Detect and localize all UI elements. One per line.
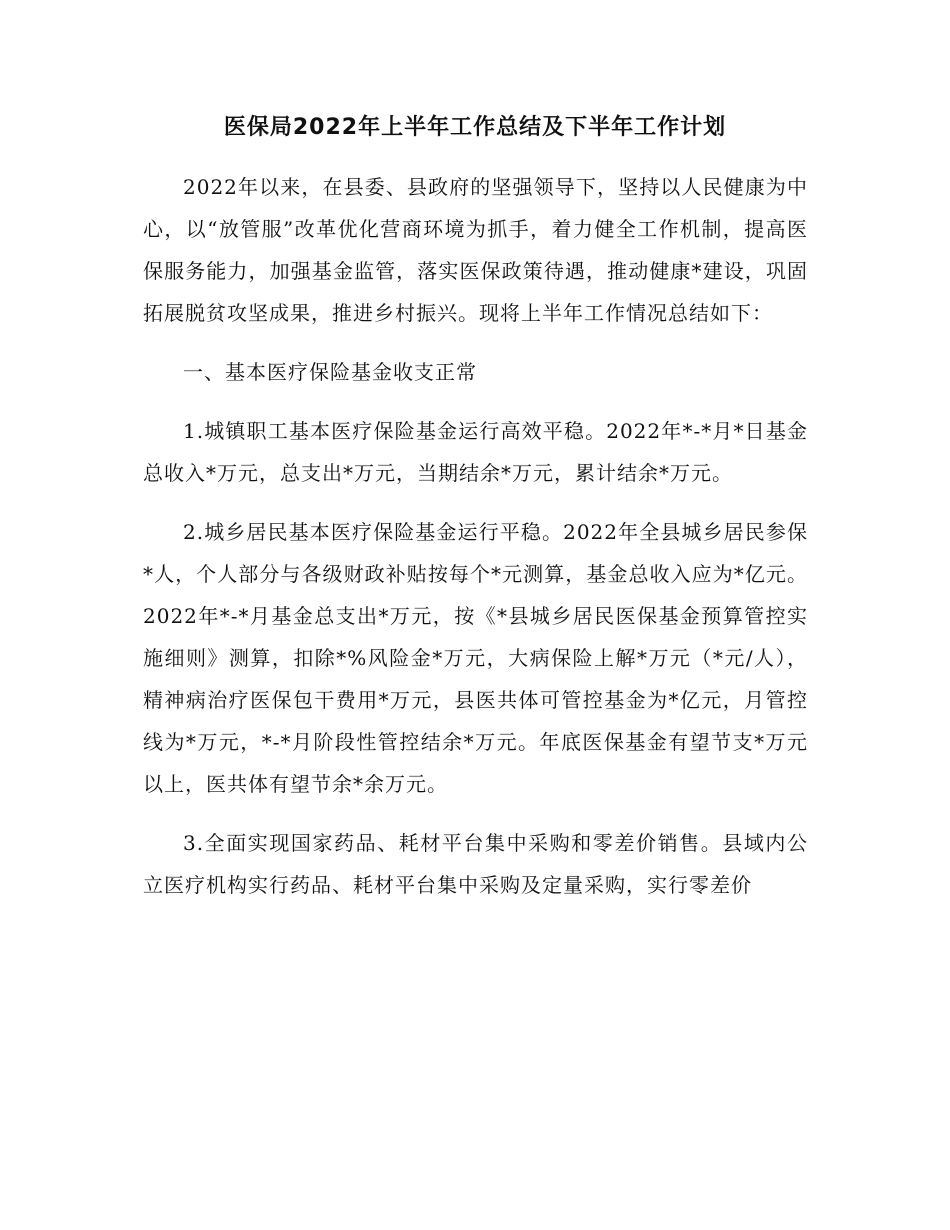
paragraph-item-1: 1.城镇职工基本医疗保险基金运行高效平稳。2022年*-*月*日基金总收入*万元，总支出*万元，当期结余*万元，累计结余*万元。 xyxy=(143,419,808,485)
paragraph-intro: 2022年以来，在县委、县政府的坚强领导下，坚持以人民健康为中心，以“放管服”改革优化营商环境为抓手，着力健全工作机制，提高医保服务能力，加强基金监管，落实医保政策待遇，推动健康*建设，巩固拓展脱贫攻坚成果，推进乡村振兴。现将上半年工作情况总结如下： xyxy=(143,175,808,325)
paragraph-item-3: 3.全面实现国家药品、耗材平台集中采购和零差价销售。县域内公立医疗机构实行药品、耗材平台集中采购及定量采购，实行零差价 xyxy=(143,831,808,897)
paragraph-item-2: 2.城乡居民基本医疗保险基金运行平稳。2022年全县城乡居民参保*人，个人部分与各级财政补贴按每个*元测算，基金总收入应为*亿元。2022年*-*月基金总支出*万元，按《*县城乡居民医保基金预算管控实施细则》测算，扣除*%风险金*万元，大病保险上解*万元（*元/人），精神病治疗医保包干费用*万元，县医共体可管控基金为*亿元，月管控线为*万元，*-*月阶段性管控结余*万元。年底医保基金有望节支*万元以上，医共体有望节余*余万元。 xyxy=(143,520,808,796)
document-title: 医保局2022年上半年工作总结及下半年工作计划 xyxy=(223,115,727,140)
document-body xyxy=(143,166,808,923)
section-heading-1: 一、基本医疗保险基金收支正常 xyxy=(183,360,477,384)
